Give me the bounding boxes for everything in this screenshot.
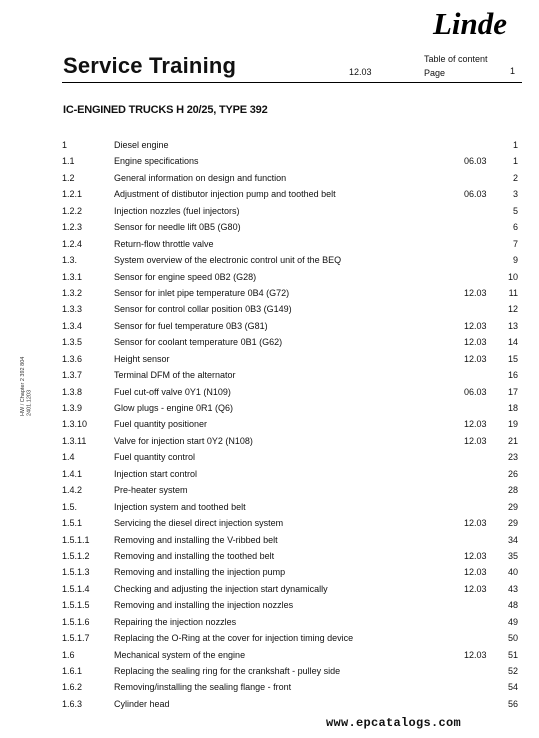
toc-entry-page: 3 <box>512 189 518 200</box>
toc-entry-date: 12.03 <box>464 419 487 430</box>
toc-entry-number: 1.3.10 <box>62 419 88 430</box>
toc-entry-number: 1.3.2 <box>62 287 83 298</box>
footer-url[interactable]: www.epcatalogs.com <box>326 716 462 730</box>
toc-row[interactable] <box>62 252 522 268</box>
toc-entry-title: Removing and installing the toothed belt <box>114 550 275 561</box>
toc-entry-title: Glow plugs - engine 0R1 (Q6) <box>114 403 234 413</box>
toc-entry-number: 1.3.9 <box>62 403 83 413</box>
toc-entry-number: 1.5. <box>62 501 78 512</box>
toc-entry-number: 1.3.1 <box>62 271 83 282</box>
toc-entry-page: 17 <box>507 386 518 397</box>
toc-label: Table of content <box>424 54 488 64</box>
toc-entry-date: 06.03 <box>464 156 487 167</box>
toc-entry-page: 52 <box>507 666 518 676</box>
toc-row[interactable] <box>62 153 522 169</box>
toc-entry-number: 1.3.3 <box>62 304 83 315</box>
toc-row[interactable] <box>62 285 522 301</box>
toc-entry-date: 06.03 <box>464 189 487 200</box>
toc-entry-page: 29 <box>507 501 518 512</box>
toc-entry-page: 48 <box>507 600 518 611</box>
toc-entry-title: Fuel quantity positioner <box>114 419 208 430</box>
toc-entry-number: 1.3.11 <box>62 435 87 446</box>
toc-entry-page: 6 <box>512 222 518 233</box>
toc-entry-title: System overview of the electronic control unit of the BEQ <box>114 255 342 266</box>
toc-entry-title: Height sensor <box>114 353 170 364</box>
toc-entry-title: Removing and installing the injection nozzles <box>114 600 294 611</box>
toc-row[interactable] <box>62 433 522 449</box>
toc-entry-page: 49 <box>507 616 518 627</box>
toc-entry-number: 1.6.1 <box>62 666 83 676</box>
toc-entry-date: 12.03 <box>464 550 487 561</box>
toc-entry-title: Fuel cut-off valve 0Y1 (N109) <box>114 386 231 397</box>
toc-entry-page: 40 <box>507 567 518 578</box>
toc-entry-number: 1.2 <box>62 172 75 183</box>
toc-entry-title: Sensor for coolant temperature 0B1 (G62) <box>114 337 283 348</box>
toc-entry-title: Removing and installing the injection pump <box>114 567 286 578</box>
toc-row[interactable] <box>62 614 522 630</box>
toc-entry-number: 1 <box>62 140 68 150</box>
toc-entry-title: Fuel quantity control <box>114 452 196 463</box>
toc-entry-date: 12.03 <box>464 518 487 529</box>
toc-entry-page: 5 <box>512 205 518 216</box>
toc-entry-page: 14 <box>507 337 518 348</box>
toc-row[interactable] <box>62 548 522 564</box>
toc-entry-number: 1.4 <box>62 452 75 463</box>
toc-entry-number: 1.5.1.1 <box>62 534 90 545</box>
toc-row[interactable] <box>62 137 522 153</box>
toc-entry-title: Return-flow throttle valve <box>114 238 214 249</box>
svg-text:Linde: Linde <box>433 6 508 41</box>
toc-entry-number: 1.5.1.6 <box>62 616 90 627</box>
toc-entry-date: 12.03 <box>464 337 487 348</box>
toc-entry-page: 12 <box>507 304 518 315</box>
toc-entry-number: 1.3.5 <box>62 337 83 348</box>
toc-entry-page: 56 <box>507 698 518 709</box>
toc-entry-title: Sensor for engine speed 0B2 (G28) <box>114 271 257 282</box>
page-title: Service Training <box>63 53 237 78</box>
toc-entry-number: 1.5.1 <box>62 518 83 529</box>
toc-entry-title: Diesel engine <box>114 140 169 150</box>
toc-row[interactable] <box>62 351 522 367</box>
toc-entry-title: Removing and installing the V-ribbed belt <box>114 534 278 545</box>
toc-row[interactable] <box>62 400 522 416</box>
toc-entry-page: 28 <box>507 485 518 496</box>
toc-entry-title: General information on design and function <box>114 172 287 183</box>
toc-entry-title: Replacing the sealing ring for the crankshaft - pulley side <box>114 666 341 676</box>
toc-row[interactable] <box>62 482 522 498</box>
toc-entry-page: 16 <box>507 370 518 381</box>
toc-entry-number: 1.3. <box>62 255 78 266</box>
toc-entry-number: 1.2.2 <box>62 205 83 216</box>
toc-entry-title: Servicing the diesel direct injection system <box>114 518 284 529</box>
toc-row[interactable] <box>62 499 522 515</box>
toc-entry-date: 12.03 <box>464 583 487 594</box>
toc-entry-date: 12.03 <box>464 435 487 446</box>
toc-entry-number: 1.6.2 <box>62 682 83 693</box>
toc-entry-date: 12.03 <box>464 287 487 298</box>
toc-entry-number: 1.2.3 <box>62 222 83 233</box>
toc-entry-number: 1.1 <box>62 156 75 167</box>
toc-row[interactable] <box>62 449 522 465</box>
toc-entry-page: 26 <box>507 468 518 479</box>
toc-entry-page: 1 <box>512 156 518 167</box>
toc-row[interactable] <box>62 236 522 252</box>
toc-entry-title: Valve for injection start 0Y2 (N108) <box>114 435 253 446</box>
toc-entry-date: 12.03 <box>464 320 487 331</box>
toc-row[interactable] <box>62 515 522 531</box>
toc-entry-number: 1.2.1 <box>62 189 83 200</box>
toc-entry-date: 12.03 <box>464 353 487 364</box>
toc-entry-number: 1.5.1.3 <box>62 567 90 578</box>
toc-entry-number: 1.6.3 <box>62 698 83 709</box>
toc-entry-title: Mechanical system of the engine <box>114 649 246 660</box>
page-label: Page <box>424 68 446 78</box>
toc-entry-page: 19 <box>507 419 518 430</box>
toc-row[interactable] <box>62 647 522 663</box>
toc-entry-number: 1.5.1.4 <box>62 583 90 594</box>
toc-entry-date: 06.03 <box>464 386 487 397</box>
toc-entry-number: 1.3.7 <box>62 370 83 381</box>
toc-entry-page: 2 <box>512 172 518 183</box>
toc-entry-page: 13 <box>507 320 518 331</box>
side-reference-text: HW / Chapter 2 392 804 2401.1203 <box>20 356 33 416</box>
document-subtitle: IC-ENGINED TRUCKS H 20/25, TYPE 392 <box>63 104 268 116</box>
header-rule <box>62 82 522 83</box>
toc-row[interactable] <box>62 679 522 695</box>
toc-entry-page: 1 <box>512 140 518 150</box>
header-toc-block <box>424 52 488 80</box>
toc-entry-title: Cylinder head <box>114 698 170 709</box>
header-page-number: 1 <box>510 66 516 76</box>
toc-entry-page: 35 <box>507 550 518 561</box>
toc-entry-title: Injection start control <box>114 468 198 479</box>
table-of-contents <box>62 137 522 712</box>
toc-entry-number: 1.5.1.7 <box>62 633 90 644</box>
toc-entry-page: 18 <box>507 403 518 413</box>
toc-entry-title: Injection system and toothed belt <box>114 501 246 512</box>
toc-entry-number: 1.3.6 <box>62 353 83 364</box>
toc-entry-title: Sensor for control collar position 0B3 (G149) <box>114 304 292 315</box>
toc-row[interactable] <box>62 301 522 317</box>
toc-entry-date: 12.03 <box>464 567 487 578</box>
toc-entry-number: 1.5.1.5 <box>62 600 90 611</box>
toc-entry-number: 1.2.4 <box>62 238 83 249</box>
toc-entry-page: 29 <box>507 518 518 529</box>
toc-row[interactable] <box>62 219 522 235</box>
toc-entry-title: Engine specifications <box>114 156 199 167</box>
toc-entry-title: Pre-heater system <box>114 485 188 496</box>
toc-row[interactable] <box>62 663 522 679</box>
toc-entry-title: Replacing the O-Ring at the cover for injection timing device <box>114 633 354 644</box>
toc-row[interactable] <box>62 203 522 219</box>
toc-entry-page: 21 <box>507 435 518 446</box>
toc-entry-number: 1.4.2 <box>62 485 83 496</box>
toc-entry-page: 54 <box>507 682 518 693</box>
toc-entry-number: 1.6 <box>62 649 75 660</box>
toc-entry-title: Checking and adjusting the injection start dynamically <box>114 583 328 594</box>
toc-entry-title: Repairing the injection nozzles <box>114 616 237 627</box>
toc-entry-title: Sensor for fuel temperature 0B3 (G81) <box>114 320 268 331</box>
toc-entry-title: Injection nozzles (fuel injectors) <box>114 205 240 216</box>
toc-entry-page: 11 <box>508 287 518 298</box>
toc-row[interactable] <box>62 581 522 597</box>
toc-entry-page: 15 <box>507 353 518 364</box>
toc-entry-title: Sensor for needle lift 0B5 (G80) <box>114 222 241 233</box>
toc-row[interactable] <box>62 384 522 400</box>
toc-row[interactable] <box>62 532 522 548</box>
toc-entry-title: Terminal DFM of the alternator <box>114 370 236 381</box>
toc-row[interactable] <box>62 466 522 482</box>
linde-logo <box>431 5 531 43</box>
toc-row[interactable] <box>62 334 522 350</box>
toc-entry-page: 9 <box>512 255 518 266</box>
toc-row[interactable] <box>62 630 522 646</box>
toc-entry-page: 34 <box>507 534 518 545</box>
toc-row[interactable] <box>62 269 522 285</box>
toc-row[interactable] <box>62 318 522 334</box>
toc-entry-page: 50 <box>507 633 518 644</box>
toc-entry-page: 51 <box>507 649 518 660</box>
toc-entry-number: 1.3.4 <box>62 320 83 331</box>
toc-entry-number: 1.4.1 <box>62 468 83 479</box>
toc-entry-number: 1.5.1.2 <box>62 550 90 561</box>
toc-row[interactable] <box>62 170 522 186</box>
toc-entry-date: 12.03 <box>464 649 487 660</box>
toc-entry-page: 7 <box>512 238 518 249</box>
toc-entry-page: 10 <box>507 271 518 282</box>
toc-row[interactable] <box>62 597 522 613</box>
toc-entry-title: Adjustment of distibutor injection pump and toothed belt <box>114 189 336 200</box>
header-date: 12.03 <box>349 67 372 77</box>
toc-row[interactable] <box>62 696 522 712</box>
toc-row[interactable] <box>62 186 522 202</box>
toc-row[interactable] <box>62 367 522 383</box>
toc-entry-page: 23 <box>507 452 518 463</box>
toc-entry-title: Sensor for inlet pipe temperature 0B4 (G72) <box>114 287 290 298</box>
toc-entry-title: Removing/installing the sealing flange - front <box>114 682 292 693</box>
toc-row[interactable] <box>62 564 522 580</box>
toc-row[interactable] <box>62 416 522 432</box>
toc-entry-page: 43 <box>507 583 518 594</box>
toc-entry-number: 1.3.8 <box>62 386 83 397</box>
